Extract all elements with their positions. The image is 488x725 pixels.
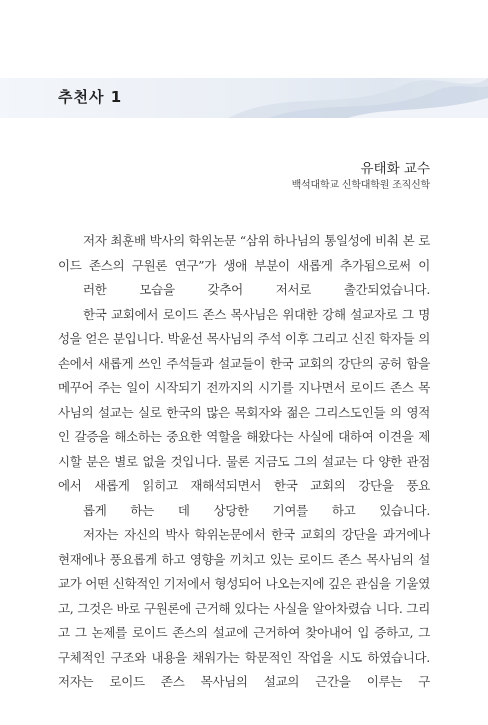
recommendation-body [58,229,430,695]
text-line: 저자는 자신의 박사 학위논문에서 한국 교회의 강단을 과거에나 [83,527,430,542]
text-line: 저자 최훈배 박사의 학위논문 “삼위 하나님의 통일성에 비춰 본 [83,233,415,248]
paragraph-2 [58,303,430,524]
text-line: 의 손에서 새롭게 쓰인 주석들과 설교들이 한국 교회의 강단의 공허 [58,331,430,371]
section-title: 추천사 1 [58,88,123,106]
text-line: 설교가 어떤 신학적인 기저에서 형성되어 나오는지에 깊은 관심을 [58,551,430,591]
text-line: 하였습니다. 저자는 로이드 존스 목사님의 설교의 근간을 이루는 구 [58,649,430,689]
text-line: 니다. 그리고 그 논제를 로이드 존스의 설교에 근거하여 찾아내어 입 [58,600,430,640]
text-line: 양한 관점에서 새롭게 읽히고 재해석되면서 한국 교회의 강단을 풍요 [58,453,430,493]
text-line: 함을 메꾸어 주는 일이 시작되기 전까지의 시기를 지나면서 로이드 [58,355,430,395]
author-block [292,160,430,194]
text-line-last: 롭게 하는 데 상당한 기여를 하고 있습니다. [83,502,430,518]
text-line: 현재에나 풍요롭게 하고 영향을 끼치고 있는 로이드 존스 목사님의 [58,551,414,567]
paragraph-1 [58,229,430,303]
text-line-last: 러한 모습을 갖추어 저서로 출간되었습니다. [83,282,430,297]
text-line: 이견을 제시할 분은 별로 없을 것입니다. 물론 지금도 그의 설교는 다 [58,429,430,469]
text-line: 로이드 존스의 구원론 연구”가 생애 부분이 새롭게 추가됨으로써 이 [58,233,430,273]
text-line: 의 영적인 갈증을 해소하는 중요한 역할을 해왔다는 사실에 대하여 [58,404,430,444]
text-line: 기울였고, 그것은 바로 구원론에 근거해 있다는 사실을 알아차렸습 [58,576,430,616]
decorative-wave-graphic [228,78,488,118]
author-affiliation: 백석대학교 신학대학원 조직신학 [291,180,430,191]
text-line: 존스 목사님의 설교는 실로 한국의 많은 목회자와 젊은 그리스도인들 [58,380,430,420]
text-line: 성을 얻은 분입니다. 박윤선 목사님의 주석 이후 그리고 신진 학자들 [58,331,415,346]
paragraph-3 [58,523,430,695]
text-line: 한국 교회에서 로이드 존스 목사님은 위대한 강해 설교자로 그 명 [83,306,430,322]
author-name: 유태화 교수 [360,161,430,177]
text-line: 증하고, 그 구체적인 구조와 내용을 채워가는 학문적인 작업을 시도 [58,625,430,665]
